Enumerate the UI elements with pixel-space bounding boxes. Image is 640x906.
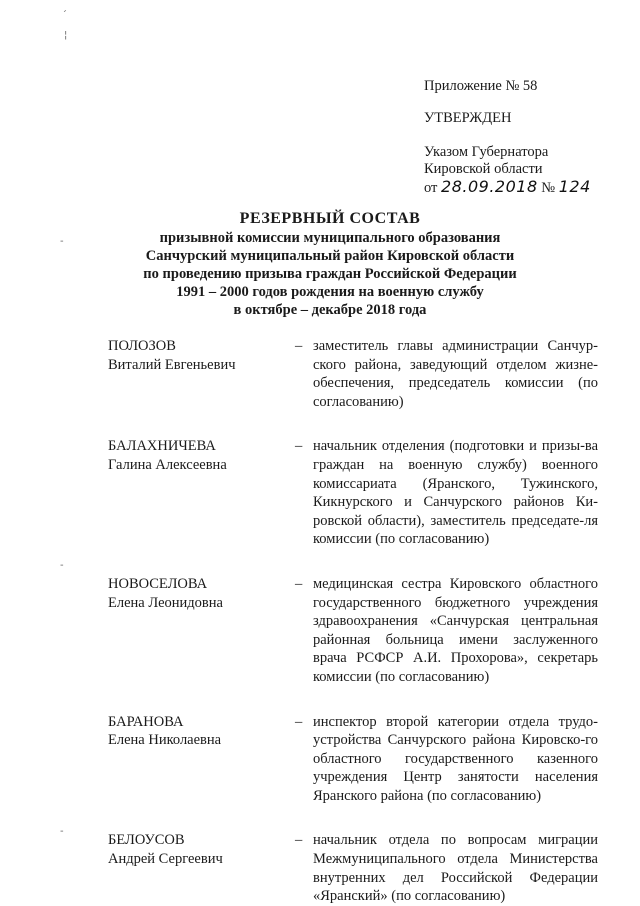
scan-speck: ´	[62, 10, 67, 21]
handwritten-number: 124	[558, 177, 591, 196]
subtitle-line: призывной комиссии муниципального образования	[159, 230, 501, 246]
scan-speck: -	[60, 236, 64, 247]
member-role: медицинская сестра Кировского областного государственного бюджетного учреждения здравоохранения «Санчурская центральная районная больница имени заслуженного врача РСФСР А.И. Прохорова», секретарь комиссии (по согласованию)	[313, 575, 598, 685]
number-prefix: №	[541, 180, 556, 196]
member-name	[108, 575, 278, 612]
member-dash: –	[295, 338, 303, 354]
member-dash: –	[295, 832, 303, 849]
appendix-label: Приложение № 58	[424, 78, 538, 94]
approval-block	[424, 78, 624, 197]
member-role: начальник отделения (подготовки и призы-ва граждан на военную службу) военного комиссариата (Яранского, Тужинского, Кикнурского и Санчурского районов Ки-ровской области), заместитель председате-ля комиссии (по согласованию)	[313, 438, 598, 548]
member-dash: –	[295, 575, 303, 592]
member-entry	[108, 437, 598, 549]
scan-speck: ¦	[64, 30, 68, 41]
decree-line-2: Кировской области	[424, 161, 543, 177]
member-name	[108, 437, 278, 474]
member-name	[108, 713, 278, 750]
subtitle-line: по проведению призыва граждан Российской Федерации	[143, 266, 517, 282]
member-surname: БЕЛОУСОВ	[108, 832, 185, 849]
document-title: РЕЗЕРВНЫЙ СОСТАВ	[239, 210, 421, 227]
member-dash: –	[295, 713, 303, 730]
member-role: начальник отдела по вопросам миграции Межмуниципального отдела Министерства внутренних дел Российской Федерации «Яранский» (по согласованию)	[313, 832, 598, 905]
member-entry	[108, 337, 598, 411]
member-role: заместитель главы администрации Санчур-ского района, заведующий отделом жизне-обеспечения, председатель комиссии (по согласованию)	[313, 338, 598, 410]
member-given-name: Елена Леонидовна	[108, 594, 223, 611]
member-role: инспектор второй категории отдела трудо-устройства Санчурского района Кировско-го областного государственного казенного учреждения Центр занятости населения Яранского района (по согласованию)	[313, 713, 598, 804]
member-entry	[108, 575, 598, 687]
member-surname: НОВОСЕЛОВА	[108, 575, 208, 592]
subtitle-line: Санчурский муниципальный район Кировской области	[145, 248, 515, 264]
member-given-name: Елена Николаевна	[108, 732, 222, 749]
member-entry	[108, 831, 598, 905]
member-entry	[108, 713, 598, 806]
member-surname: БАЛАХНИЧЕВА	[108, 438, 216, 455]
subtitle-line: в октябре – декабре 2018 года	[233, 302, 427, 318]
member-name	[108, 337, 278, 374]
document-subtitle	[60, 229, 600, 319]
from-prefix: от	[424, 180, 438, 196]
subtitle-line: 1991 – 2000 годов рождения на военную службу	[176, 284, 484, 300]
member-name	[108, 831, 278, 868]
member-dash: –	[295, 438, 303, 455]
member-surname: ПОЛОЗОВ	[108, 338, 176, 354]
approved-label: УТВЕРЖДЕН	[424, 110, 512, 126]
decree-date-line	[424, 178, 624, 197]
member-list	[108, 337, 598, 906]
member-given-name: Андрей Сергеевич	[108, 851, 223, 868]
scan-speck: -	[60, 826, 64, 837]
decree-line-1: Указом Губернатора	[424, 144, 549, 160]
scan-speck: -	[60, 560, 64, 571]
handwritten-date: 28.09.2018	[441, 177, 538, 196]
member-surname: БАРАНОВА	[108, 713, 184, 730]
member-given-name: Виталий Евгеньевич	[108, 356, 236, 373]
member-given-name: Галина Алексеевна	[108, 456, 227, 473]
